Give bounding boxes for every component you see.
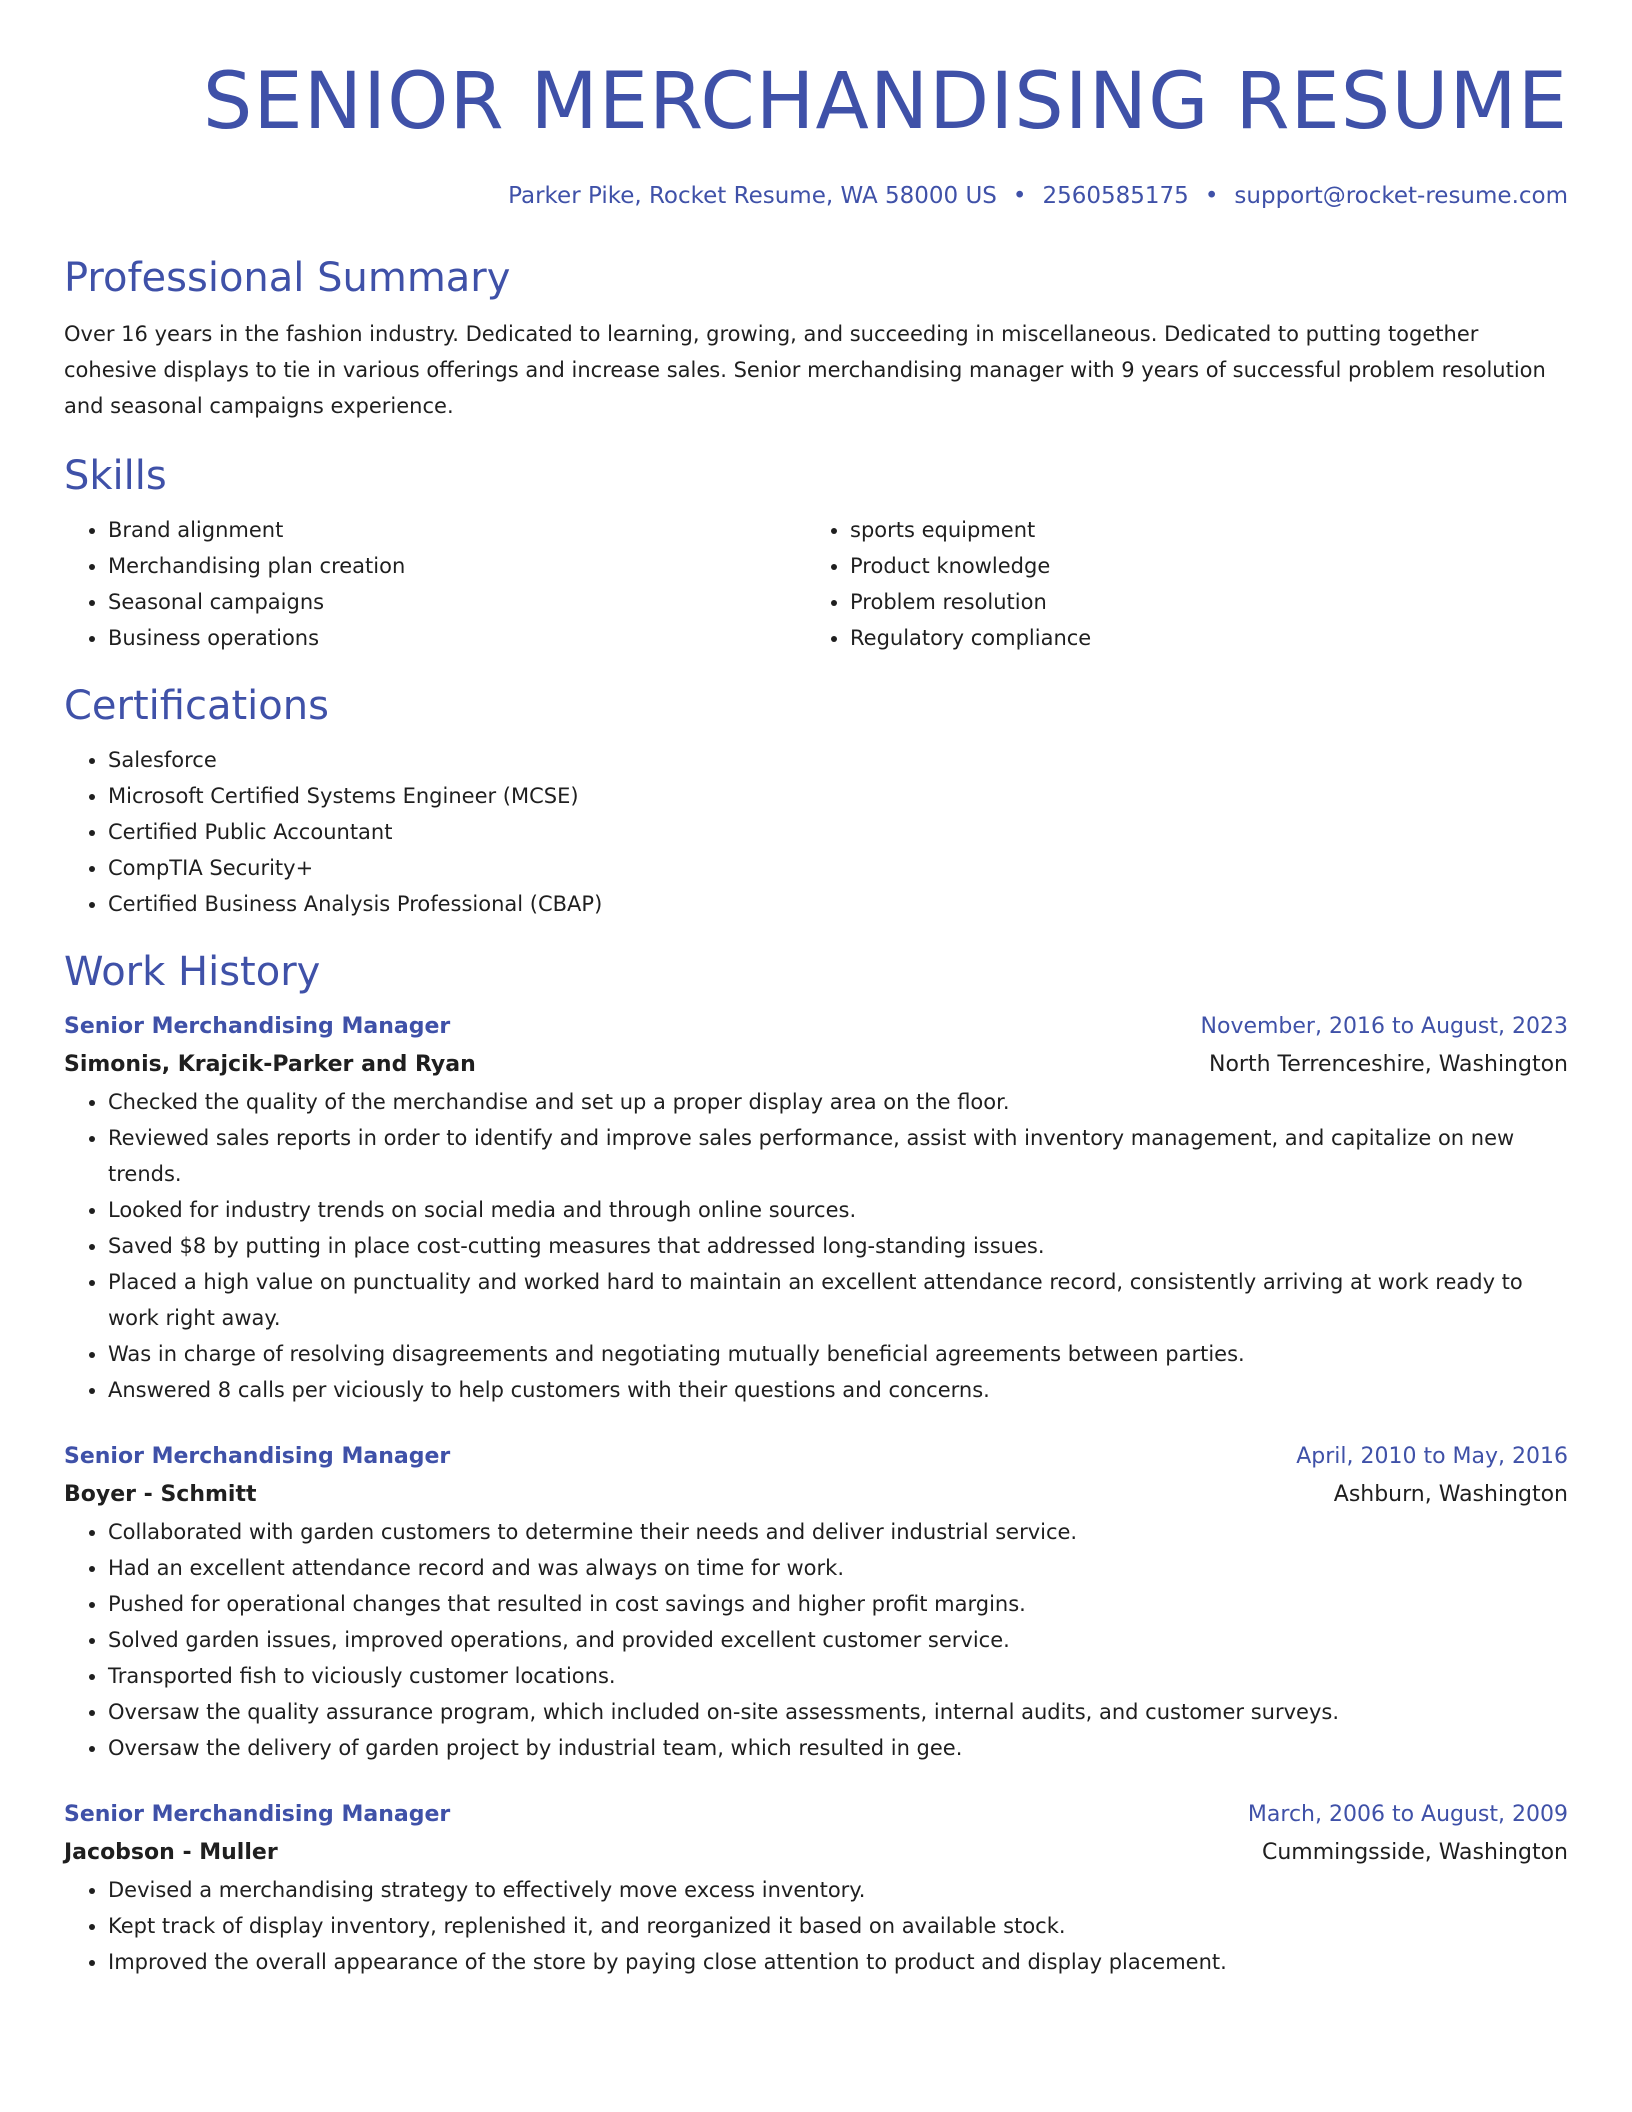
job-title: Senior Merchandising Manager [64,1802,451,1827]
job-bullet: • Had an excellent attendance record and was always on time for work. [108,1550,1568,1586]
job-location: North Terrenceshire, Washington [1209,1052,1568,1077]
job-bullet: • Oversaw the quality assurance program, which included on-site assessments, internal audits, and customer surveys. [108,1694,1568,1730]
skills-column-left [64,512,806,656]
resume-title: SENIOR MERCHANDISING RESUME [202,57,1568,147]
certification-item: • Certified Business Analysis Professional (CBAP) [108,886,1568,922]
skills-section [64,452,1568,656]
certifications-list [64,742,1568,922]
job-company: Boyer - Schmitt [64,1482,257,1507]
job-bullet: • Saved $8 by putting in place cost-cutting measures that addressed long-standing issues. [108,1228,1568,1264]
job-title: Senior Merchandising Manager [64,1444,451,1469]
job-bullet: • Improved the overall appearance of the store by paying close attention to product and display placement. [108,1944,1568,1980]
job-entry [64,1008,1568,1408]
skill-item: • sports equipment [850,512,1548,548]
job-bullets [64,1514,1568,1766]
certification-item: • Salesforce [108,742,1568,778]
summary-heading: Professional Summary [64,255,511,301]
job-subheader [64,1046,1568,1084]
contact-line [64,180,1568,212]
job-subheader [64,1476,1568,1514]
job-header [64,1438,1568,1476]
certification-item: • Microsoft Certified Systems Engineer (MCSE) [108,778,1568,814]
job-bullet: • Reviewed sales reports in order to identify and improve sales performance, assist with inventory management, and capitalize on new trends. [108,1120,1568,1192]
job-header [64,1796,1568,1834]
skill-item: • Product knowledge [850,548,1548,584]
job-bullet: • Oversaw the delivery of garden project by industrial team, which resulted in gee. [108,1730,1568,1766]
skill-item: • Seasonal campaigns [108,584,806,620]
job-entry [64,1438,1568,1766]
summary-text: Over 16 years in the fashion industry. Dedicated to learning, growing, and succeeding in miscellaneous. Dedicated to putting together cohesive displays to tie in various offerings and increase sales. Senior merchandising manager with 9 years of successful problem resolution and seasonal campaigns experience. [64,322,1546,418]
job-bullet: • Kept track of display inventory, replenished it, and reorganized it based on available stock. [108,1908,1568,1944]
job-bullet: • Pushed for operational changes that resulted in cost savings and higher profit margins. [108,1586,1568,1622]
job-entry [64,1796,1568,1980]
job-title: Senior Merchandising Manager [64,1014,451,1039]
job-header [64,1008,1568,1046]
skills-list-right [806,512,1548,656]
work-history-section [64,948,1568,1980]
job-bullet: • Placed a high value on punctuality and worked hard to maintain an excellent attendance record, consistently arriving at work ready to work right away. [108,1264,1568,1336]
job-dates: March, 2006 to August, 2009 [1247,1802,1568,1827]
job-company: Simonis, Krajcik-Parker and Ryan [64,1052,476,1077]
work-history-heading: Work History [64,949,321,995]
skill-item: • Problem resolution [850,584,1548,620]
job-dates: November, 2016 to August, 2023 [1200,1014,1568,1039]
job-bullets [64,1872,1568,1980]
summary-section [64,254,1568,424]
certification-item: • CompTIA Security+ [108,850,1568,886]
certifications-section [64,682,1568,922]
job-subheader [64,1834,1568,1872]
skill-item: • Merchandising plan creation [108,548,806,584]
job-bullet: • Answered 8 calls per viciously to help customers with their questions and concerns. [108,1372,1568,1408]
skills-grid [64,512,1568,656]
job-bullet: • Devised a merchandising strategy to effectively move excess inventory. [108,1872,1568,1908]
skills-column-right [806,512,1548,656]
job-dates: April, 2010 to May, 2016 [1296,1444,1568,1469]
job-bullet: • Transported fish to viciously customer locations. [108,1658,1568,1694]
contact-separator: • [1204,183,1219,209]
certifications-heading: Certifications [64,683,329,729]
contact-separator: • [1012,183,1027,209]
skill-item: • Business operations [108,620,806,656]
job-bullet: • Collaborated with garden customers to determine their needs and deliver industrial service. [108,1514,1568,1550]
certification-item: • Certified Public Accountant [108,814,1568,850]
job-bullet: • Checked the quality of the merchandise and set up a proper display area on the floor. [108,1084,1568,1120]
job-location: Cummingsside, Washington [1262,1840,1568,1865]
job-bullet: • Looked for industry trends on social media and through online sources. [108,1192,1568,1228]
contact-email[interactable]: support@rocket-resume.com [1234,183,1568,209]
job-company: Jacobson - Muller [64,1840,278,1865]
skill-item: • Regulatory compliance [850,620,1548,656]
skills-list-left [64,512,806,656]
job-bullet: • Solved garden issues, improved operations, and provided excellent customer service. [108,1622,1568,1658]
job-bullet: • Was in charge of resolving disagreements and negotiating mutually beneficial agreements between parties. [108,1336,1568,1372]
skills-heading: Skills [64,453,167,499]
skill-item: • Brand alignment [108,512,806,548]
job-bullets [64,1084,1568,1408]
contact-phone: 2560585175 [1042,183,1189,209]
contact-address: Parker Pike, Rocket Resume, WA 58000 US [508,183,997,209]
job-location: Ashburn, Washington [1333,1482,1568,1507]
